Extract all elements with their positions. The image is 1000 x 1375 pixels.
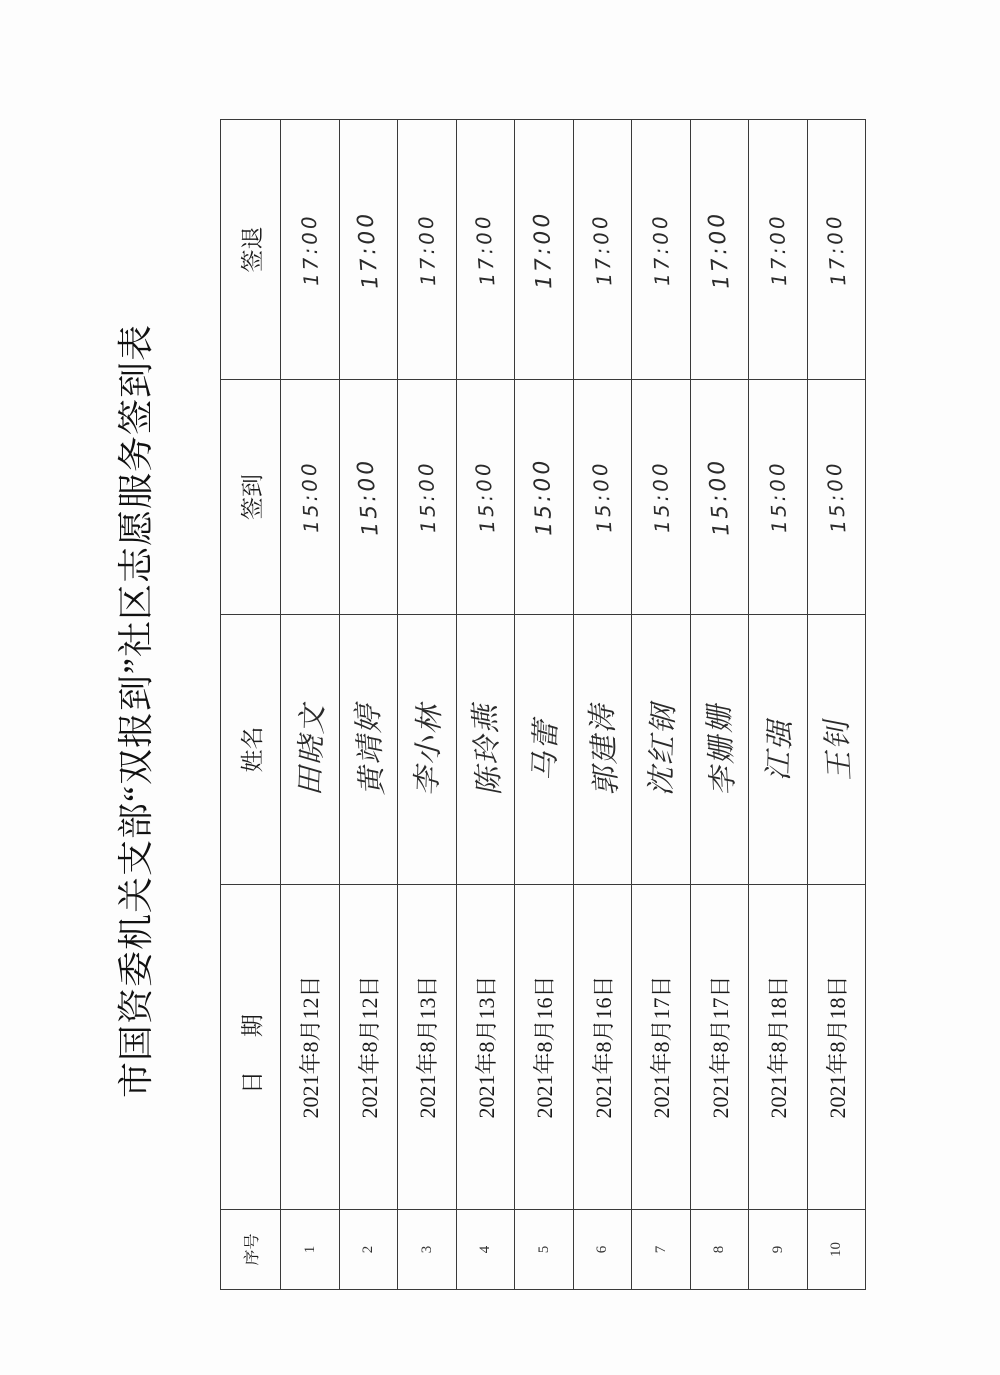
row-number: 2 bbox=[360, 1245, 377, 1254]
document-title: 市国资委机关支部“双报到”社区志愿服务签到表 bbox=[116, 324, 156, 1098]
checkin-time: 15:00 bbox=[470, 459, 500, 535]
row-number: 6 bbox=[594, 1245, 611, 1254]
header-checkin-label: 签到 bbox=[240, 474, 265, 520]
date-text: 2021年8月17日 bbox=[649, 975, 675, 1119]
checkout-cell bbox=[749, 120, 808, 380]
checkout-time: 17:00 bbox=[296, 212, 324, 287]
date-cell bbox=[398, 885, 457, 1210]
checkout-time: 17:00 bbox=[704, 209, 735, 290]
checkin-cell bbox=[690, 380, 749, 615]
checkin-time: 15:00 bbox=[413, 460, 441, 534]
date-cell bbox=[632, 885, 691, 1210]
date-cell bbox=[456, 885, 515, 1210]
checkout-cell bbox=[807, 120, 866, 380]
sign-in-table bbox=[220, 119, 866, 1290]
checkout-cell bbox=[690, 120, 749, 380]
number-cell bbox=[690, 1210, 749, 1290]
header-number-label: 序号 bbox=[244, 1233, 261, 1266]
date-cell bbox=[573, 885, 632, 1210]
row-number: 1 bbox=[301, 1245, 318, 1254]
name-cell bbox=[807, 615, 866, 885]
row-number: 9 bbox=[769, 1245, 786, 1254]
checkin-time: 15:00 bbox=[764, 460, 792, 534]
signature-name: 郭建涛 bbox=[584, 702, 624, 797]
checkin-cell bbox=[749, 380, 808, 615]
checkout-cell bbox=[515, 120, 574, 380]
checkin-time: 15:00 bbox=[821, 459, 851, 535]
checkout-time: 17:00 bbox=[413, 212, 441, 287]
table-header-row bbox=[221, 120, 281, 1290]
signature-name: 陈玲燕 bbox=[467, 702, 507, 797]
checkin-cell bbox=[573, 380, 632, 615]
row-number: 5 bbox=[535, 1245, 552, 1254]
number-cell bbox=[573, 1210, 632, 1290]
checkout-cell bbox=[281, 120, 340, 380]
date-text: 2021年8月16日 bbox=[590, 975, 616, 1119]
signature-name: 黄靖婷 bbox=[350, 702, 390, 797]
checkout-cell bbox=[398, 120, 457, 380]
checkin-cell bbox=[456, 380, 515, 615]
checkin-cell bbox=[807, 380, 866, 615]
checkin-cell bbox=[281, 380, 340, 615]
row-number: 3 bbox=[418, 1245, 435, 1254]
number-cell bbox=[281, 1210, 340, 1290]
signature-name: 田晓文 bbox=[292, 702, 330, 797]
header-date-label: 日 期 bbox=[240, 1000, 265, 1094]
checkin-time: 15:00 bbox=[353, 457, 384, 537]
date-cell bbox=[749, 885, 808, 1210]
checkout-time: 17:00 bbox=[764, 212, 792, 287]
number-cell bbox=[749, 1210, 808, 1290]
checkin-time: 15:00 bbox=[647, 460, 675, 534]
name-cell bbox=[398, 615, 457, 885]
table-row bbox=[807, 120, 866, 1290]
table-row bbox=[573, 120, 632, 1290]
checkin-cell bbox=[632, 380, 691, 615]
name-cell bbox=[281, 615, 340, 885]
table-row bbox=[281, 120, 340, 1290]
date-text: 2021年8月12日 bbox=[356, 975, 382, 1119]
signature-name: 马蕾 bbox=[527, 717, 564, 782]
checkout-time: 17:00 bbox=[821, 212, 851, 287]
checkout-time: 17:00 bbox=[353, 209, 384, 290]
checkout-time: 17:00 bbox=[587, 212, 617, 287]
checkout-cell bbox=[573, 120, 632, 380]
date-cell bbox=[690, 885, 749, 1210]
table-row bbox=[515, 120, 574, 1290]
header-name-label: 姓名 bbox=[240, 726, 265, 773]
header-date bbox=[221, 885, 281, 1210]
header-checkin bbox=[221, 380, 281, 615]
signature-name: 江强 bbox=[761, 717, 798, 782]
date-text: 2021年8月13日 bbox=[473, 975, 499, 1119]
date-cell bbox=[339, 885, 398, 1210]
checkin-time: 15:00 bbox=[587, 459, 617, 535]
signature-name: 沈红钢 bbox=[643, 702, 681, 797]
checkin-cell bbox=[339, 380, 398, 615]
checkin-cell bbox=[398, 380, 457, 615]
name-cell bbox=[632, 615, 691, 885]
header-name bbox=[221, 615, 281, 885]
number-cell bbox=[515, 1210, 574, 1290]
row-number: 7 bbox=[652, 1245, 669, 1254]
name-cell bbox=[573, 615, 632, 885]
name-cell bbox=[749, 615, 808, 885]
date-text: 2021年8月13日 bbox=[415, 975, 441, 1119]
row-number: 4 bbox=[477, 1245, 494, 1254]
name-cell bbox=[456, 615, 515, 885]
header-checkout bbox=[221, 120, 281, 380]
row-number: 8 bbox=[711, 1245, 728, 1254]
number-cell bbox=[632, 1210, 691, 1290]
signature-name: 李姗姗 bbox=[701, 702, 741, 797]
checkout-cell bbox=[339, 120, 398, 380]
date-text: 2021年8月17日 bbox=[707, 975, 733, 1119]
checkin-time: 15:00 bbox=[296, 460, 324, 534]
number-cell bbox=[456, 1210, 515, 1290]
date-cell bbox=[515, 885, 574, 1210]
checkout-cell bbox=[632, 120, 691, 380]
table-row bbox=[398, 120, 457, 1290]
date-text: 2021年8月12日 bbox=[298, 975, 324, 1119]
sign-in-table-wrapper bbox=[220, 120, 865, 1290]
name-cell bbox=[515, 615, 574, 885]
table-row bbox=[690, 120, 749, 1290]
number-cell bbox=[339, 1210, 398, 1290]
number-cell bbox=[398, 1210, 457, 1290]
date-text: 2021年8月18日 bbox=[766, 975, 792, 1119]
checkout-time: 17:00 bbox=[470, 212, 500, 287]
table-row bbox=[632, 120, 691, 1290]
checkout-time: 17:00 bbox=[529, 209, 558, 290]
number-cell bbox=[807, 1210, 866, 1290]
table-row bbox=[339, 120, 398, 1290]
table-row bbox=[456, 120, 515, 1290]
header-checkout-label: 签退 bbox=[240, 226, 265, 273]
name-cell bbox=[690, 615, 749, 885]
date-text: 2021年8月18日 bbox=[824, 975, 850, 1119]
date-text: 2021年8月16日 bbox=[532, 975, 558, 1119]
checkout-cell bbox=[456, 120, 515, 380]
date-cell bbox=[281, 885, 340, 1210]
checkin-cell bbox=[515, 380, 574, 615]
date-cell bbox=[807, 885, 866, 1210]
row-number: 10 bbox=[828, 1242, 845, 1257]
checkout-time: 17:00 bbox=[647, 212, 675, 287]
name-cell bbox=[339, 615, 398, 885]
header-number bbox=[221, 1210, 281, 1290]
checkin-time: 15:00 bbox=[704, 457, 735, 537]
signature-name: 王钊 bbox=[819, 717, 857, 782]
checkin-time: 15:00 bbox=[529, 457, 558, 537]
signature-name: 李小林 bbox=[409, 702, 447, 797]
table-row bbox=[749, 120, 808, 1290]
